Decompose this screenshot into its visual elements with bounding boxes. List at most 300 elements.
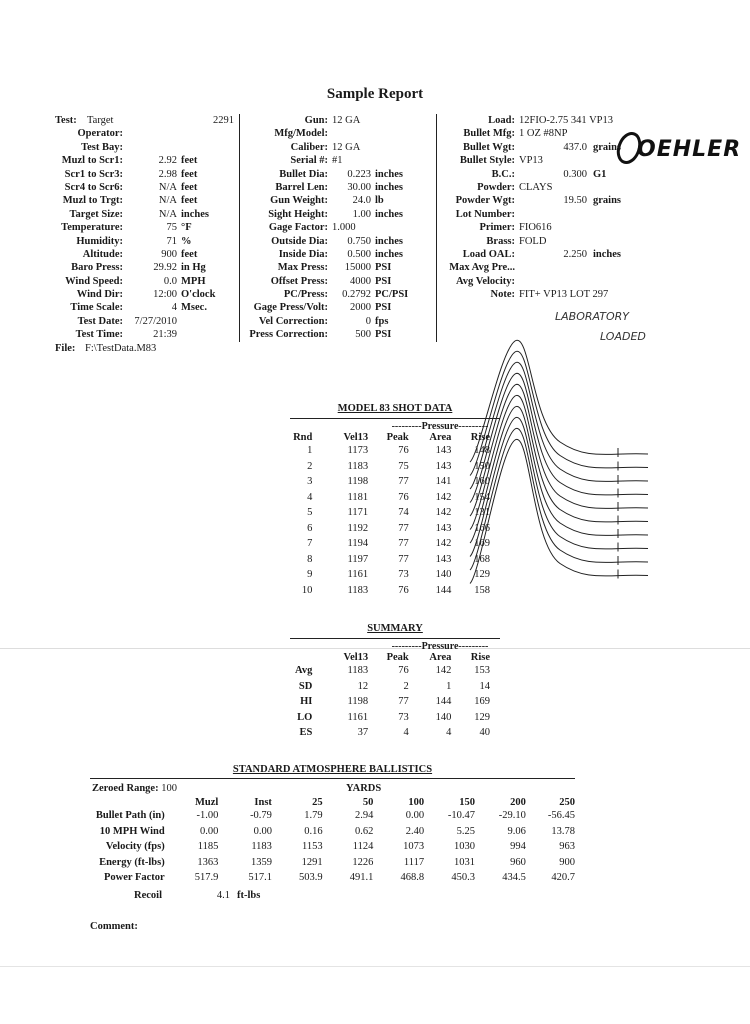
handwritten-note-line1: LABORATORY [555,310,629,323]
summary-table [290,652,490,741]
column-header: 50 [362,797,374,808]
table-cell: 491.1 [349,872,374,884]
column-header: Inst [254,797,272,808]
info-row [55,301,235,314]
info-unit: inches [181,208,210,220]
info-label: Vel Correction: [258,315,328,327]
table-cell: 0.00 [405,810,425,822]
info-label: Scr4 to Scr6: [64,181,123,193]
table-row [290,663,490,679]
table-cell: 1 [307,445,313,457]
info-value: 12 GA [332,115,361,126]
info-label: Gun: [304,115,328,126]
info-value: 2.250 [563,248,587,260]
table-cell: 140 [435,711,452,723]
info-row [55,168,235,181]
oehler-logo [615,128,742,173]
table-cell: 9 [307,569,313,581]
table-cell: 517.9 [194,872,219,884]
table-cell: 154 [474,491,490,503]
info-unit: inches [375,248,404,260]
table-cell: 77 [398,522,409,534]
table-cell: -10.47 [447,810,476,822]
file-value: F:\TestData.M83 [85,342,157,354]
info-value: N/A [158,208,177,220]
info-label: Serial #: [290,155,328,167]
info-value: 2.92 [158,155,177,167]
info-label: Gage Press/Volt: [253,302,328,314]
info-label: Max Avg Pre... [449,262,515,274]
table-cell: 0.62 [355,825,374,837]
info-row [243,288,433,301]
info-unit: grains [593,195,622,207]
info-value: 12:00 [153,289,177,301]
table-cell: 143 [435,460,452,472]
recoil-label: Recoil [134,890,162,901]
table-cell: HI [300,696,313,708]
info-row [243,141,433,154]
table-cell: 468.8 [400,872,425,884]
table-cell: 1183 [347,665,369,677]
table-cell: 1291 [301,856,323,868]
table-cell: 0.00 [253,825,272,837]
column-header: 25 [312,797,323,808]
info-unit: MPH [181,275,206,287]
column-header: Area [429,432,452,443]
info-label: Avg Velocity: [455,275,515,287]
table-row [90,824,575,840]
table-row [290,443,490,459]
table-cell: 4 [403,727,409,739]
table-row [290,583,490,599]
table-cell: 963 [559,841,575,853]
info-label: Sight Height: [268,208,328,220]
table-cell: 1181 [347,491,369,503]
column-header: Rise [470,432,490,443]
info-unit: fps [375,315,389,327]
info-row [243,154,433,167]
info-value: 500 [355,329,371,341]
column-divider [239,114,240,342]
table-cell: 169 [474,696,490,708]
zeroed-range [92,783,177,794]
info-label: Test Time: [75,329,123,341]
table-cell: 1183 [251,841,272,853]
table-cell: 10 [301,584,313,596]
info-value: CLAYS [519,181,553,193]
load-info-column [441,114,622,301]
test-info-column [55,114,235,355]
table-row [290,567,490,583]
info-label: PC/Press: [283,289,328,301]
table-row [290,490,490,506]
table-row [290,536,490,552]
table-cell: 75 [398,460,409,472]
table-row [290,521,490,537]
info-label: Lot Number: [455,208,515,220]
info-label: Wind Speed: [65,275,123,287]
info-unit: feet [181,195,198,207]
table-cell: Energy (ft-lbs) [99,856,165,868]
table-cell: 0.00 [199,825,219,837]
info-label: Outside Dia: [271,235,328,247]
table-cell: 10 MPH Wind [99,825,165,837]
info-row [243,248,433,261]
info-row [441,168,616,181]
summary-title: SUMMARY [367,623,423,634]
column-header: Area [429,652,452,663]
handwritten-note-line2: LOADED [600,330,646,343]
table-cell: 9.06 [507,825,526,837]
info-row [441,194,622,207]
info-value: 2000 [350,302,371,314]
info-row [243,235,433,248]
info-value: 29.92 [153,262,177,274]
table-cell: 7 [307,538,313,550]
info-unit: PSI [375,275,392,287]
info-value: FIO616 [519,222,552,234]
column-divider [436,114,437,342]
info-row [55,275,235,288]
brand-text: OEHLER [637,137,742,162]
info-value: 900 [161,248,177,260]
info-unit: O'clock [181,289,216,301]
column-header: Vel13 [343,652,369,663]
info-row [243,221,433,234]
info-unit: inches [375,168,404,180]
table-cell: 77 [398,553,409,565]
table-cell: 142 [435,538,452,550]
info-value: 0 [365,315,371,327]
rule [90,778,575,779]
table-cell: ES [299,727,313,739]
info-value: VP13 [519,155,543,167]
table-cell: SD [298,680,313,692]
info-value: 4000 [350,275,371,287]
table-cell: 1161 [347,569,369,581]
table-cell: 1173 [347,445,369,457]
info-value: 0.223 [347,168,371,180]
shot-data-title: MODEL 83 SHOT DATA [337,403,453,414]
info-value: 19.50 [563,195,587,207]
table-cell: 2 [307,460,313,472]
info-value: FIT+ VP13 LOT 297 [519,289,609,301]
table-cell: Power Factor [103,872,165,884]
test-number: 2291 [213,115,234,126]
info-row [441,181,616,194]
table-row [90,839,575,855]
info-label: Wind Dir: [76,289,123,301]
info-row [55,235,235,248]
table-cell: 142 [435,491,452,503]
ballistics-table [90,797,575,886]
table-cell: 150 [474,460,490,472]
table-cell: 1198 [347,476,369,488]
table-cell: 1197 [347,553,369,565]
table-cell: 1031 [454,856,476,868]
info-value: 15000 [344,262,371,274]
table-cell: 14 [479,680,490,692]
pressure-trace-graph [470,335,650,615]
table-cell: 153 [474,665,490,677]
table-cell: 77 [398,696,409,708]
table-cell: 1198 [347,696,369,708]
table-row [290,710,490,726]
column-header: 100 [408,797,425,808]
zeroed-range-label: Zeroed Range: [92,783,159,794]
table-cell: 140 [435,569,452,581]
info-value: 1.00 [352,208,371,220]
table-cell: 144 [435,696,452,708]
table-cell: 143 [435,522,452,534]
table-cell: 168 [474,553,490,565]
rule [290,638,500,639]
table-cell: 129 [474,569,490,581]
table-cell: 4 [446,727,452,739]
info-label: Gun Weight: [270,195,328,207]
info-row [243,301,433,314]
info-value: 71 [166,235,177,247]
info-row [55,141,235,154]
info-value: 30.00 [347,181,371,193]
info-row [55,288,235,301]
table-row [90,808,575,824]
rule [290,418,500,419]
table-cell: 1226 [352,856,374,868]
table-cell: 142 [435,665,452,677]
info-row [441,154,616,167]
table-cell: 160 [474,476,490,488]
table-cell: 1117 [403,856,425,868]
table-cell: 8 [307,553,313,565]
info-unit: PSI [375,262,392,274]
info-label: B.C.: [491,168,515,180]
table-cell: 6 [307,522,313,534]
info-row [243,194,433,207]
table-cell: 5.25 [456,825,476,837]
table-cell: 144 [435,584,452,596]
table-cell: 77 [398,538,409,550]
table-row [290,725,490,741]
info-label: Primer: [479,222,515,234]
info-row [243,127,433,140]
info-value: 12 GA [332,141,361,153]
table-cell: 1 [446,680,452,692]
info-label: Time Scale: [70,302,123,314]
table-cell: 12 [357,680,369,692]
recoil-value: 4.1 [216,890,230,901]
info-value: 4 [171,302,177,314]
table-cell: 4 [307,491,313,503]
oehler-logo-mark [615,128,742,168]
info-unit: in Hg [181,262,206,274]
recoil-unit: ft-lbs [237,890,261,901]
info-row [55,127,235,140]
info-row [55,328,235,341]
table-row [290,505,490,521]
info-value: 7/27/2010 [134,315,177,327]
info-value: 0.300 [563,168,587,180]
info-label: Powder Wgt: [455,195,515,207]
table-cell: 420.7 [551,872,575,884]
info-label: Baro Press: [71,262,123,274]
table-cell: 40 [479,727,490,739]
column-header: Rnd [293,432,313,443]
column-header: 150 [459,797,476,808]
info-label: Bullet Dia: [279,168,328,180]
shot-data-table [290,432,490,598]
table-cell: 2 [403,680,409,692]
info-label: Bullet Wgt: [462,141,515,153]
table-cell: LO [297,711,313,723]
table-row [290,459,490,475]
pressure-header: ---------Pressure--------- [391,421,489,432]
table-cell: 1183 [347,584,369,596]
table-cell: 76 [398,491,409,503]
info-row [55,208,235,221]
info-row [441,248,622,261]
table-cell: 1.79 [304,810,323,822]
zeroed-range-value: 100 [161,783,177,794]
info-label: Muzl to Trgt: [62,195,123,207]
info-value: 1 OZ #8NP [519,128,568,140]
column-header: Muzl [195,797,219,808]
info-value: 2.98 [158,168,177,180]
info-value: 12FIO-2.75 341 VP13 [519,115,614,126]
table-row [290,679,490,695]
info-unit: inches [593,248,622,260]
table-cell: 169 [474,538,490,550]
table-cell: 1171 [347,507,369,519]
table-cell: 1194 [347,538,369,550]
info-unit: °F [181,222,192,234]
column-header: Peak [386,652,409,663]
table-cell: 994 [510,841,526,853]
pressure-trace [470,340,648,462]
info-value: 75 [166,222,177,234]
info-unit: % [181,235,192,247]
table-cell: -29.10 [498,810,526,822]
info-row [55,154,235,167]
table-cell: Avg [295,665,313,677]
table-cell: 141 [435,476,452,488]
info-label: Caliber: [290,141,328,153]
info-label: Powder: [477,181,515,193]
table-cell: 900 [559,856,575,868]
info-label: Temperature: [61,222,123,234]
table-row [290,694,490,710]
info-label: Test Date: [77,315,123,327]
info-unit: inches [375,208,404,220]
info-unit: grains [593,141,622,153]
table-cell: 1153 [302,841,323,853]
table-cell: 1363 [197,856,219,868]
info-row [55,261,235,274]
table-cell: 77 [398,476,409,488]
info-row [55,315,235,328]
comment-label: Comment: [90,921,138,932]
table-cell: 960 [510,856,526,868]
table-cell: 1183 [347,460,369,472]
column-header [290,652,312,663]
file-label: File: [55,342,76,354]
table-cell: 73 [398,569,409,581]
info-unit: inches [375,235,404,247]
info-label: Muzl to Scr1: [61,155,123,167]
info-unit: lb [375,195,384,207]
info-unit: feet [181,181,198,193]
info-label: Scr1 to Scr3: [64,168,123,180]
test-label: Test: [55,115,77,126]
table-cell: 1185 [197,841,219,853]
table-cell: 1030 [454,841,476,853]
table-cell: 1359 [250,856,272,868]
table-cell: 158 [474,584,490,596]
table-cell: 166 [474,522,490,534]
info-label: Operator: [77,128,123,140]
column-header: 200 [510,797,526,808]
info-unit: inches [375,181,404,193]
table-cell: 76 [398,584,409,596]
table-cell: -0.79 [250,810,272,822]
ballistics-title: STANDARD ATMOSPHERE BALLISTICS [232,764,433,775]
info-row [441,208,616,221]
info-row [55,248,235,261]
info-label: Bullet Mfg: [463,128,515,140]
info-row [55,181,235,194]
info-unit: feet [181,248,198,260]
fold-line [0,966,750,967]
table-row [90,870,575,886]
info-label: Brass: [486,235,515,247]
table-row [90,855,575,871]
info-label: Load: [488,115,515,126]
table-cell: 76 [398,445,409,457]
info-value: 21:39 [153,329,177,341]
info-row [243,261,433,274]
table-row [290,474,490,490]
table-cell: 143 [435,553,452,565]
table-cell: 503.9 [299,872,323,884]
info-value: N/A [158,181,177,193]
table-cell: 1124 [352,841,374,853]
info-value: 0.0 [163,275,177,287]
pressure-header: ---------Pressure--------- [391,641,489,652]
table-cell: -56.45 [547,810,575,822]
table-cell: 37 [357,727,369,739]
page-title: Sample Report [326,86,424,102]
info-row [243,208,433,221]
column-header: Peak [386,432,409,443]
yards-label: YARDS [346,783,382,794]
info-unit: PSI [375,302,392,314]
info-label: Load OAL: [462,248,515,260]
info-label: Bullet Style: [459,155,515,167]
table-cell: 5 [307,507,313,519]
info-value: 1.000 [332,222,356,234]
table-cell: 131 [474,507,490,519]
info-value: #1 [332,155,343,167]
table-cell: 1161 [347,711,369,723]
table-cell: 3 [307,476,313,488]
info-label: Gage Factor: [268,222,328,234]
info-unit: Msec. [181,302,207,314]
info-row [243,168,433,181]
info-value: 0.750 [347,235,371,247]
info-row [441,288,616,301]
column-header: Vel13 [343,432,369,443]
info-label: Altitude: [82,248,123,260]
